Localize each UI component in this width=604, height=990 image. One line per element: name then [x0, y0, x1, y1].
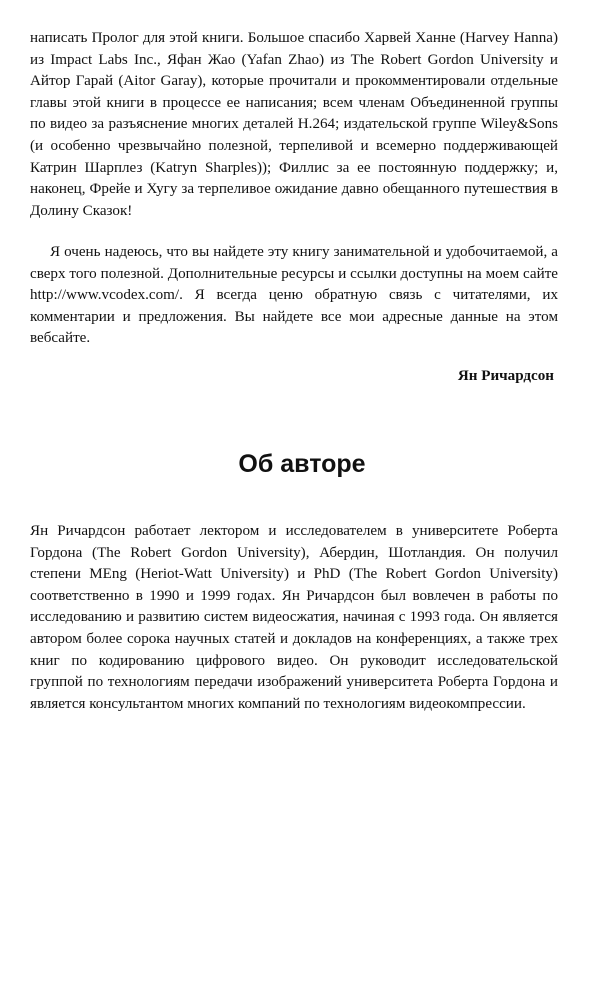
acknowledgements-paragraph-1 [30, 28, 558, 222]
acknowledgements-paragraph-2 [30, 242, 558, 350]
about-author-paragraph-text: Ян Ричардсон работает лектором и исследователем в университете Роберта Гордона (The Robert Gordon University), Абердин, Шотландия. Он получил степени MEng (Heriot-Watt University) и PhD (The Robert Gordon University) соответственно в 1990 и 1999 годах. Ян Ричардсон был вовлечен в работы по исследованию и развитию систем видеосжатия, начиная с 1993 года. Он является автором более сорока научных статей и докладов на конференциях, а также трех книг по кодированию цифрового видео. Он руководит исследовательской группой по технологиям передачи изображений университета Роберта Гордона и является консультантом многих компаний по технологиям видеокомпрессии. [30, 523, 558, 712]
acknowledgements-paragraph-1-text: написать Пролог для этой книги. Большое спасибо Харвей Ханне (Harvey Hanna) из Impact Labs Inc., Яфан Жао (Yafan Zhao) из The Robert Gordon University и Айтор Гарай (Aitor Garay), которые прочитали и прокомментировали отдельные главы этой книги в процессе ее написания; всем членам Объединенной группы по видео за разъяснение многих деталей H.264; издательской группе Wiley&Sons (и особенно чрезвычайно полезной, терпеливой и всемерно поддерживающей Катрин Шарплез (Katryn Sharples)); Филлис за ее постоянную поддержку; и, наконец, Фрейе и Хугу за терпеливое ожидание давно обещанного путешествия в Долину Сказок! [30, 30, 558, 219]
about-author-paragraph [30, 521, 558, 715]
author-signature: Ян Ричардсон [457, 368, 554, 384]
about-author-heading: Об авторе [238, 450, 366, 478]
acknowledgements-paragraph-2-text: Я очень надеюсь, что вы найдете эту книгу занимательной и удобочитаемой, а сверх того полезной. Дополнительные ресурсы и ссылки доступны на моем сайте http://www.vcodex.com/. Я всегда ценю обратную связь с читателями, их комментарии и предложения. Вы найдете все мои адресные данные на этом вебсайте. [30, 244, 558, 347]
